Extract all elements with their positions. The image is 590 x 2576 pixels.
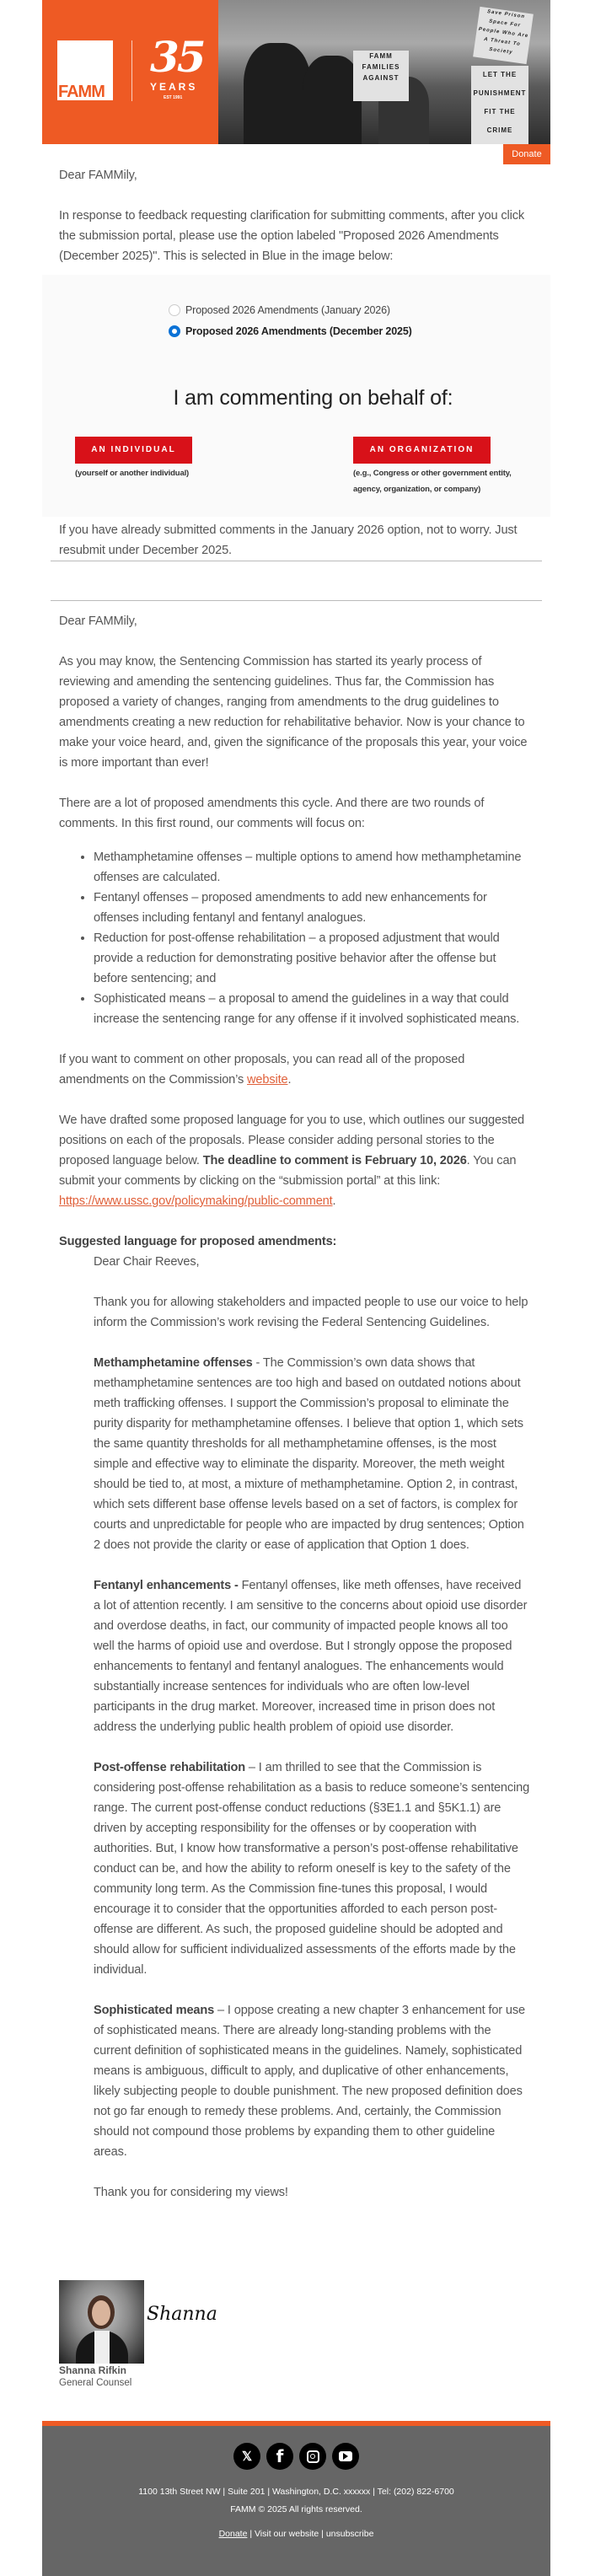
social-links [42,2443,550,2470]
rehabilitation-section: Post-offense rehabilitation – I am thrilled to see that the Commission is considering post-offense rehabilitation as a basis to reduce someone’s sentencing range. The current post-offense conduct reductions (§3E1.1 and §5K1.1) are driven by accepting responsibility for the offenses or by cooperation with authorities. But, I know how transformative a person’s post-offense rehabilitative conduct can be, and how the ability to reform oneself is key to the safety of the community long term. As the Commission fine-tunes this proposal, I would encourage it to consider that the opportunities afforded to each person post-offense are different. As such, the proposed guideline should be adopted and should allow for sufficient individualized assessments of the efforts made by the individual. [94,1761,530,1977]
brand-block [42,0,218,144]
signer-title: General Counsel [59,2378,132,2388]
logo-divider [131,40,132,101]
salutation: Dear Chair Reeves, [94,1255,200,1269]
crowd-shape [244,43,311,144]
handwritten-signature: Shanna [147,2304,217,2325]
protest-photo [218,0,550,144]
list-item: • Methamphetamine offenses – multiple options to amend how methamphetamine offenses are calculated. [94,847,530,888]
signer-photo [59,2280,144,2364]
individual-button: AN INDIVIDUAL [75,437,192,464]
update-notice [42,165,550,561]
sophisticated-means-section: Sophisticated means – I oppose creating a new chapter 3 enhancement for use of sophisticated means. There are already long-standing problems with the current definition of sophisticated means in the guidelines. Namely, sophisticated means is ambiguous, difficult to apply, and duplicative of other enhancements, likely subjecting people to double punishment. The new proposed definition does not go far enough to remedy these problems. And, certainly, the Commission should not compound those problems by expanding them to other guideline areas. [94,2004,525,2159]
individual-subtext: (yourself or another individual) [75,469,190,478]
radio-option-january: Proposed 2026 Amendments (January 2026) [169,300,390,320]
greeting: Dear FAMMily, [59,614,137,628]
youtube-icon[interactable] [332,2443,359,2470]
email-footer [42,2421,550,2576]
unsubscribe-link[interactable]: unsubscribe [325,2529,374,2539]
x-icon[interactable]: 𝕏 [233,2443,260,2470]
organization-button: AN ORGANIZATION [353,437,491,464]
meth-section: Methamphetamine offenses - The Commission’s own data shows that methamphetamine sentences are too high and based on outdated notions about meth trafficking offenses. I support the Commission’s proposal to eliminate the purity disparity for methamphetamine offenses. I believe that option 1, which sets the same quantity thresholds for all methamphetamine offenses, is the most simple and effective way to eliminate the disparity. Moreover, the meth weight should be tied to, at most, a mixture of methamphetamine. Option 2, in contrast, which sets different base offense levels based on a set of factors, is complex for courts and unpredictable for people who are impacted by drug sentences; Option 2 does not provide the clarity or ease of application that Option 1 does. [94,1356,524,1552]
radio-unselected-icon [169,304,180,316]
list-item: • Fentanyl offenses – proposed amendments to add new enhancements for offenses including fentanyl and fentanyl analogues. [94,888,530,928]
deadline-text: The deadline to comment is February 10, 2026 [202,1154,467,1167]
main-message [42,611,550,2203]
commission-website-link[interactable]: website [247,1073,288,1087]
organization-subtext: (e.g., Congress or other government entity, agency, organization, or company) [353,469,512,494]
instagram-icon[interactable] [299,2443,326,2470]
email-header [42,0,550,144]
focus-paragraph: There are a lot of proposed amendments this cycle. And there are two rounds of comments. In this first round, our comments will focus on: [59,797,485,830]
other-proposals-paragraph: If you want to comment on other proposals, you can read all of the proposed amendments on the Commission’s website. [59,1053,465,1087]
footer-copyright: FAMM © 2025 All rights reserved. [230,2504,362,2514]
intro-paragraph: As you may know, the Sentencing Commission has started its yearly process of reviewing and amending the sentencing guidelines. Thus far, the Commission has proposed a variety of changes, ranging from amendments to the drug guidelines to amendments creating a new reduction for rehabilitative behavior. Now is your chance to make your voice heard, and, given the significance of the proposals this year, your voice is more important than ever! [59,655,528,770]
signer-name: Shanna Rifkin [59,2364,127,2376]
deadline-paragraph: We have drafted some proposed language for you to use, which outlines our suggested positions on each of the proposals. Please consider adding personal stories to the proposed language below. The deadline to comment is February 10, 2026. You can submit your comments by clicking on the “submission portal” at this link: https://www.ussc.gov/policymaking/public-comment. [59,1114,524,1208]
fentanyl-section: Fentanyl enhancements - Fentanyl offenses, like meth offenses, have received a lot of attention recently. I am sensitive to the concerns about opioid use disorder and overdose deaths, in fact, our community of impacted people knows all too well the harms of opioid use and overdose. But I strongly oppose the proposed enhancements to fentanyl and fentanyl analogues. The enhancements would substantially increase sentences for individuals who are often low-level participants in the drug market. Moreover, increased time in prison does not address the underlying public health problem of opioid use disorder. [94,1579,528,1734]
public-comment-link[interactable]: https://www.ussc.gov/policymaking/public-comment [59,1194,333,1208]
suggested-language-heading: Suggested language for proposed amendments: [59,1235,337,1248]
famm-logo[interactable]: FAMM [57,40,113,100]
focus-list [59,847,530,1029]
footer-links: Donate | Visit our website | unsubscribe [218,2529,374,2539]
radio-selected-icon [169,325,180,337]
resubmit-note: If you have already submitted comments in the January 2026 option, not to worry. Just resubmit under December 2025. [59,523,518,557]
facebook-icon[interactable]: f [266,2443,293,2470]
established-label: EST 1991 [164,95,183,100]
donate-button[interactable]: Donate [503,144,550,164]
anniversary-number: 35 [150,32,204,82]
footer-donate-link[interactable]: Donate [218,2529,248,2539]
signature-block [59,2280,217,2364]
photo-sign: Save Prison Space For People Who Are A Threat To Society [473,7,534,64]
closing: Thank you for considering my views! [94,2186,288,2199]
photo-sign: LET THE PUNISHMENT FIT THE CRIME [471,66,528,144]
portal-screenshot [42,275,550,517]
suggested-letter [59,1252,530,2203]
footer-website-link[interactable]: Visit our website [254,2529,319,2539]
thanks-paragraph: Thank you for allowing stakeholders and impacted people to use our voice to help inform the Commission’s work revising the Federal Sentencing Guidelines. [94,1296,528,1329]
behalf-heading: I am commenting on behalf of: [173,386,453,410]
footer-address: 1100 13th Street NW | Suite 201 | Washington, D.C. xxxxxx | Tel: (202) 822-6700 [138,2487,454,2497]
list-item: • Reduction for post-offense rehabilitation – a proposed adjustment that would provide a reduction for demonstrating positive behavior after the offense but before sentencing; and [94,928,530,989]
intro-paragraph: In response to feedback requesting clarification for submitting comments, after you click the submission portal, please use the option labeled "Proposed 2026 Amendments (December 2025)". This is selected in Blue in the image below: [59,209,525,263]
photo-sign: FAMM FAMILIES AGAINST [353,51,409,101]
divider [51,600,542,601]
radio-option-december: Proposed 2026 Amendments (December 2025) [169,321,412,341]
greeting: Dear FAMMily, [59,169,137,182]
anniversary-label: YEARS [150,81,198,93]
list-item: • Sophisticated means – a proposal to amend the guidelines in a way that could increase the sentencing range for any offense if it involved sophisticated means. [94,989,530,1029]
